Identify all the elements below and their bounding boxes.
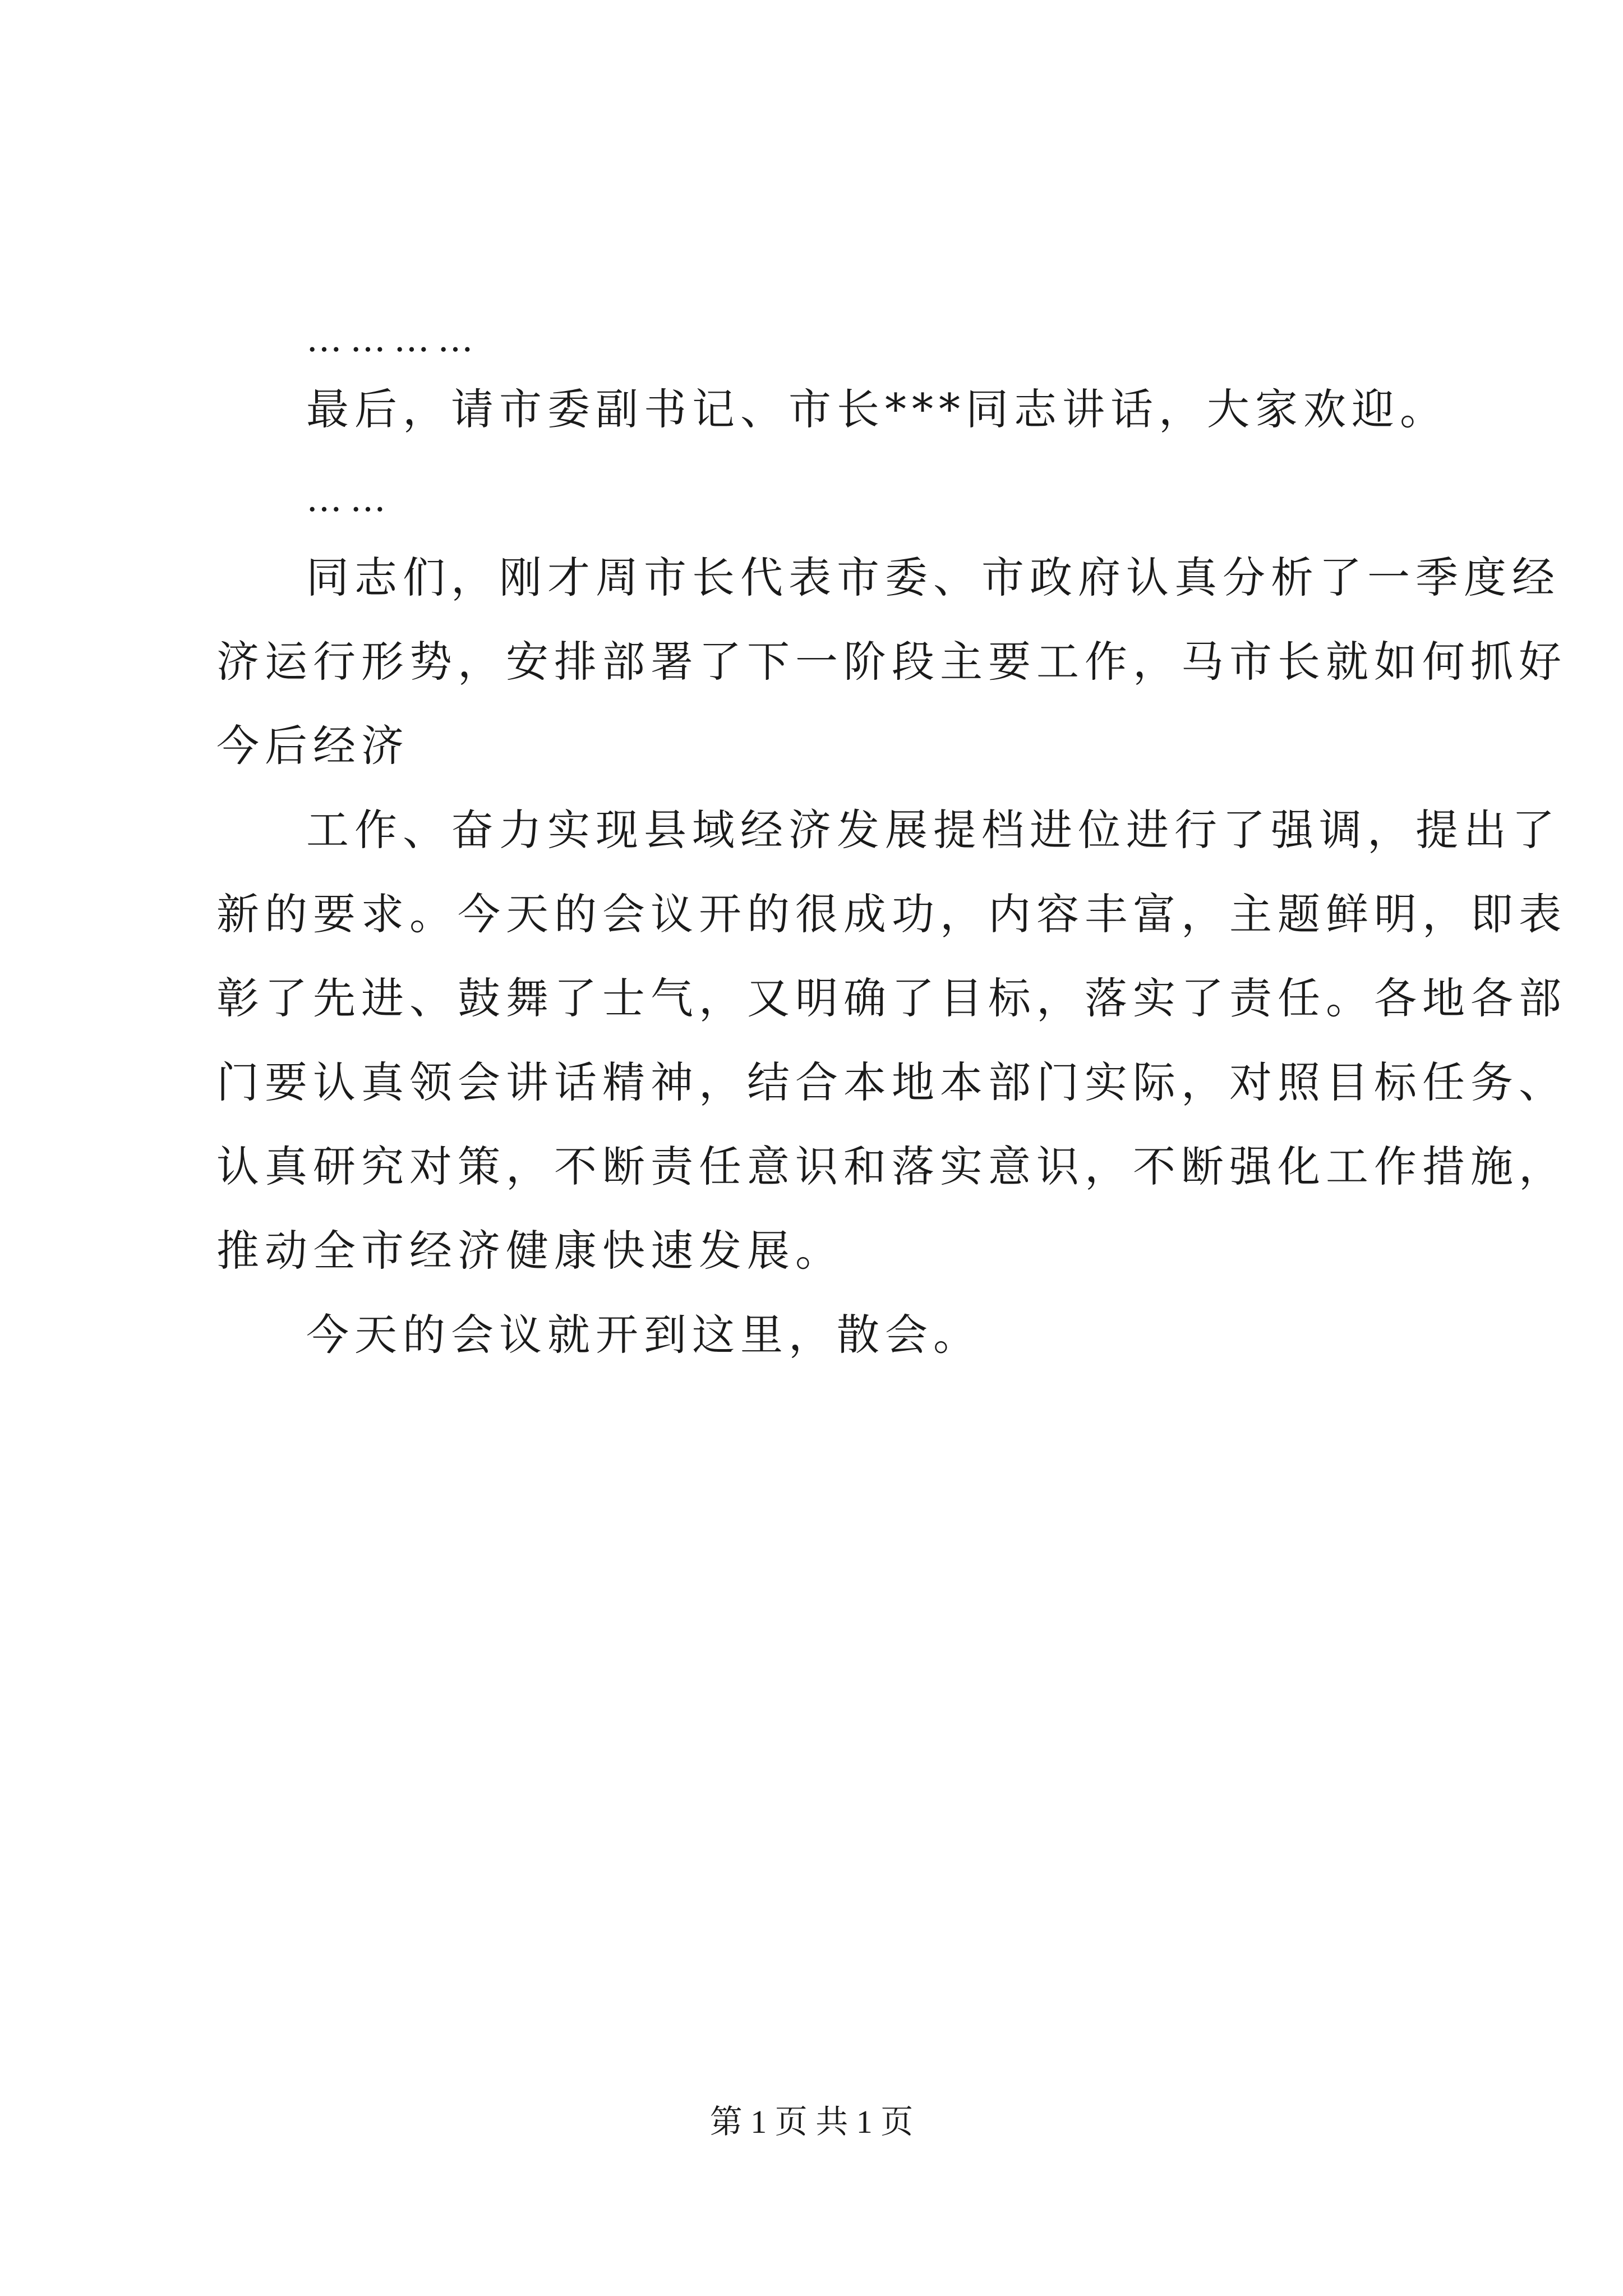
paragraph-line: 今后经济 bbox=[216, 721, 409, 771]
paragraph-line: 新的要求。今天的会议开的很成功，内容丰富，主题鲜明，即表 bbox=[216, 889, 1567, 939]
page-number-footer: 第 1 页 共 1 页 bbox=[709, 2104, 914, 2140]
paragraph-line: 今天的会议就开到这里，散会。 bbox=[306, 1310, 981, 1360]
paragraph-line: 门要认真领会讲话精神，结合本地本部门实际，对照目标任务、 bbox=[216, 1057, 1567, 1107]
paragraph-line: 认真研究对策，不断责任意识和落实意识，不断强化工作措施， bbox=[216, 1142, 1567, 1191]
paragraph-line: 同志们，刚才周市长代表市委、市政府认真分析了一季度经 bbox=[306, 553, 1560, 602]
paragraph-line: 最后，请市委副书记、市长***同志讲话，大家欢迎。 bbox=[306, 384, 1448, 434]
paragraph-line: 工作、奋力实现县域经济发展提档进位进行了强调，提出了 bbox=[306, 805, 1560, 855]
ellipsis-line: …… bbox=[306, 478, 394, 520]
paragraph-line: 济运行形势，安排部署了下一阶段主要工作，马市长就如何抓好 bbox=[216, 637, 1567, 687]
paragraph-line: 彰了先进、鼓舞了士气，又明确了目标，落实了责任。各地各部 bbox=[216, 973, 1567, 1023]
paragraph-line: 推动全市经济健康快速发展。 bbox=[216, 1226, 843, 1276]
ellipsis-line: ………… bbox=[306, 319, 481, 360]
